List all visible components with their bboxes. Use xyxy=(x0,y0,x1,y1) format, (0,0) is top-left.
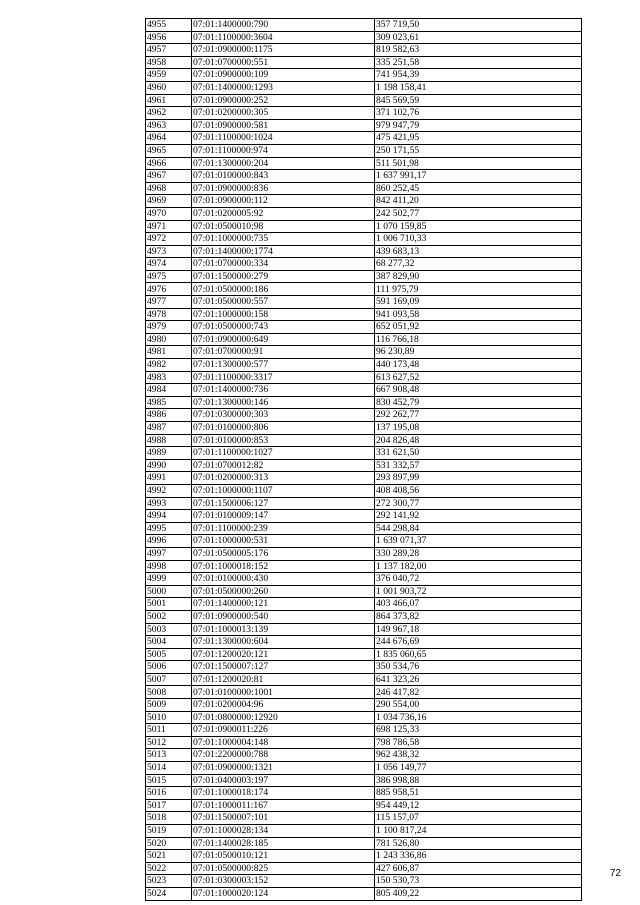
table-row xyxy=(146,31,582,44)
row-number-cell: 5024 xyxy=(146,887,192,900)
table-row xyxy=(146,119,582,132)
table-row xyxy=(146,19,582,32)
row-number-cell: 5021 xyxy=(146,850,192,863)
table-row xyxy=(146,94,582,107)
table-row xyxy=(146,573,582,586)
cadastral-number-cell: 07:01:1300000:146 xyxy=(192,396,375,409)
value-cell: 1 006 710,33 xyxy=(375,233,582,246)
table-row xyxy=(146,296,582,309)
cadastral-number-cell: 07:01:1100000:1024 xyxy=(192,132,375,145)
cadastral-number-cell: 07:01:0900000:540 xyxy=(192,610,375,623)
table-row xyxy=(146,799,582,812)
cadastral-number-cell: 07:01:1400000:1774 xyxy=(192,245,375,258)
cadastral-number-cell: 07:01:1200020:121 xyxy=(192,648,375,661)
row-number-cell: 4995 xyxy=(146,522,192,535)
row-number-cell: 4971 xyxy=(146,220,192,233)
cadastral-number-cell: 07:01:0500010:121 xyxy=(192,850,375,863)
row-number-cell: 4969 xyxy=(146,195,192,208)
row-number-cell: 4985 xyxy=(146,396,192,409)
table-row xyxy=(146,245,582,258)
table-row xyxy=(146,346,582,359)
table-row xyxy=(146,384,582,397)
row-number-cell: 4998 xyxy=(146,560,192,573)
row-number-cell: 4965 xyxy=(146,144,192,157)
value-cell: 204 826,48 xyxy=(375,434,582,447)
cadastral-number-cell: 07:01:1000018:174 xyxy=(192,787,375,800)
row-number-cell: 4977 xyxy=(146,296,192,309)
value-cell: 96 230,89 xyxy=(375,346,582,359)
value-cell: 698 125,33 xyxy=(375,724,582,737)
cadastral-number-cell: 07:01:1000000:158 xyxy=(192,308,375,321)
table-row xyxy=(146,359,582,372)
row-number-cell: 4978 xyxy=(146,308,192,321)
cadastral-number-cell: 07:01:1100000:3317 xyxy=(192,371,375,384)
table-row xyxy=(146,308,582,321)
row-number-cell: 4962 xyxy=(146,107,192,120)
value-cell: 667 908,48 xyxy=(375,384,582,397)
value-cell: 403 466,07 xyxy=(375,598,582,611)
cadastral-number-cell: 07:01:1000011:167 xyxy=(192,799,375,812)
value-cell: 1 070 159,85 xyxy=(375,220,582,233)
value-cell: 954 449,12 xyxy=(375,799,582,812)
table-row xyxy=(146,371,582,384)
table-row xyxy=(146,157,582,170)
cadastral-number-cell: 07:01:0700000:334 xyxy=(192,258,375,271)
row-number-cell: 4970 xyxy=(146,207,192,220)
cadastral-number-cell: 07:01:1000028:134 xyxy=(192,825,375,838)
row-number-cell: 4959 xyxy=(146,69,192,82)
table-row xyxy=(146,623,582,636)
value-cell: 1 034 736,16 xyxy=(375,711,582,724)
value-cell: 845 569,59 xyxy=(375,94,582,107)
cadastral-number-cell: 07:01:0900000:252 xyxy=(192,94,375,107)
table-row xyxy=(146,459,582,472)
table-row xyxy=(146,585,582,598)
value-cell: 1 637 991,17 xyxy=(375,170,582,183)
cadastral-number-cell: 07:01:1500006:127 xyxy=(192,497,375,510)
value-cell: 613 627,52 xyxy=(375,371,582,384)
cadastral-number-cell: 07:01:1100000:974 xyxy=(192,144,375,157)
row-number-cell: 4966 xyxy=(146,157,192,170)
value-cell: 150 530,73 xyxy=(375,875,582,888)
table-row xyxy=(146,547,582,560)
row-number-cell: 4982 xyxy=(146,359,192,372)
value-cell: 116 766,18 xyxy=(375,333,582,346)
value-cell: 290 554,00 xyxy=(375,699,582,712)
row-number-cell: 4956 xyxy=(146,31,192,44)
row-number-cell: 4975 xyxy=(146,270,192,283)
table-row xyxy=(146,497,582,510)
row-number-cell: 4979 xyxy=(146,321,192,334)
table-row xyxy=(146,560,582,573)
value-cell: 387 829,90 xyxy=(375,270,582,283)
cadastral-number-cell: 07:01:0500000:557 xyxy=(192,296,375,309)
value-cell: 544 298,84 xyxy=(375,522,582,535)
table-row xyxy=(146,850,582,863)
row-number-cell: 5005 xyxy=(146,648,192,661)
value-cell: 962 438,32 xyxy=(375,749,582,762)
value-cell: 979 947,79 xyxy=(375,119,582,132)
cadastral-number-cell: 07:01:1300000:604 xyxy=(192,636,375,649)
row-number-cell: 5002 xyxy=(146,610,192,623)
table-row xyxy=(146,422,582,435)
cadastral-number-cell: 07:01:0300003:152 xyxy=(192,875,375,888)
cadastral-number-cell: 07:01:0300000:303 xyxy=(192,409,375,422)
value-cell: 652 051,92 xyxy=(375,321,582,334)
table-row xyxy=(146,787,582,800)
table-row xyxy=(146,862,582,875)
row-number-cell: 4960 xyxy=(146,81,192,94)
row-number-cell: 4991 xyxy=(146,472,192,485)
cadastral-number-cell: 07:01:0900000:836 xyxy=(192,182,375,195)
cadastral-number-cell: 07:01:1400000:121 xyxy=(192,598,375,611)
value-cell: 137 195,08 xyxy=(375,422,582,435)
table-row xyxy=(146,661,582,674)
row-number-cell: 5013 xyxy=(146,749,192,762)
row-number-cell: 5001 xyxy=(146,598,192,611)
cadastral-number-cell: 07:01:1400000:790 xyxy=(192,19,375,32)
value-cell: 591 169,09 xyxy=(375,296,582,309)
table-row xyxy=(146,220,582,233)
table-row xyxy=(146,434,582,447)
row-number-cell: 5016 xyxy=(146,787,192,800)
table-row xyxy=(146,711,582,724)
row-number-cell: 5004 xyxy=(146,636,192,649)
table-row xyxy=(146,825,582,838)
value-cell: 941 093,58 xyxy=(375,308,582,321)
row-number-cell: 5020 xyxy=(146,837,192,850)
cadastral-number-cell: 07:01:0900011:226 xyxy=(192,724,375,737)
cadastral-number-cell: 07:01:1100000:1027 xyxy=(192,447,375,460)
table-row xyxy=(146,472,582,485)
row-number-cell: 5011 xyxy=(146,724,192,737)
cadastral-number-cell: 07:01:1300000:577 xyxy=(192,359,375,372)
value-cell: 376 040,72 xyxy=(375,573,582,586)
value-cell: 272 300,77 xyxy=(375,497,582,510)
row-number-cell: 5018 xyxy=(146,812,192,825)
cadastral-number-cell: 07:01:1000013:139 xyxy=(192,623,375,636)
table-row xyxy=(146,736,582,749)
row-number-cell: 4989 xyxy=(146,447,192,460)
row-number-cell: 4974 xyxy=(146,258,192,271)
cadastral-number-cell: 07:01:1100000:3604 xyxy=(192,31,375,44)
cadastral-number-cell: 07:01:1400000:1293 xyxy=(192,81,375,94)
value-cell: 242 502,77 xyxy=(375,207,582,220)
row-number-cell: 4968 xyxy=(146,182,192,195)
row-number-cell: 4997 xyxy=(146,547,192,560)
cadastral-number-cell: 07:01:0900000:109 xyxy=(192,69,375,82)
row-number-cell: 4961 xyxy=(146,94,192,107)
table-row xyxy=(146,673,582,686)
row-number-cell: 4994 xyxy=(146,510,192,523)
value-cell: 842 411,20 xyxy=(375,195,582,208)
row-number-cell: 4967 xyxy=(146,170,192,183)
table-row xyxy=(146,195,582,208)
table-row xyxy=(146,636,582,649)
value-cell: 781 526,80 xyxy=(375,837,582,850)
value-cell: 244 676,69 xyxy=(375,636,582,649)
table-row xyxy=(146,170,582,183)
row-number-cell: 4988 xyxy=(146,434,192,447)
table-row xyxy=(146,774,582,787)
table-row xyxy=(146,837,582,850)
table-row xyxy=(146,522,582,535)
table-row xyxy=(146,258,582,271)
row-number-cell: 4996 xyxy=(146,535,192,548)
row-number-cell: 4990 xyxy=(146,459,192,472)
row-number-cell: 5006 xyxy=(146,661,192,674)
table-row xyxy=(146,648,582,661)
value-cell: 427 606,87 xyxy=(375,862,582,875)
value-cell: 68 277,32 xyxy=(375,258,582,271)
cadastral-number-cell: 07:01:0900000:1175 xyxy=(192,44,375,57)
value-cell: 149 967,18 xyxy=(375,623,582,636)
table-row xyxy=(146,510,582,523)
value-cell: 246 417,82 xyxy=(375,686,582,699)
row-number-cell: 4992 xyxy=(146,484,192,497)
value-cell: 331 621,50 xyxy=(375,447,582,460)
value-cell: 335 251,58 xyxy=(375,56,582,69)
value-cell: 475 421,95 xyxy=(375,132,582,145)
value-cell: 386 998,88 xyxy=(375,774,582,787)
row-number-cell: 5010 xyxy=(146,711,192,724)
value-cell: 371 102,76 xyxy=(375,107,582,120)
row-number-cell: 5003 xyxy=(146,623,192,636)
data-table xyxy=(145,18,582,901)
value-cell: 885 958,51 xyxy=(375,787,582,800)
row-number-cell: 5009 xyxy=(146,699,192,712)
value-cell: 830 452,79 xyxy=(375,396,582,409)
table-row xyxy=(146,598,582,611)
row-number-cell: 4981 xyxy=(146,346,192,359)
table-row xyxy=(146,44,582,57)
row-number-cell: 5015 xyxy=(146,774,192,787)
cadastral-number-cell: 07:01:1000000:531 xyxy=(192,535,375,548)
cadastral-number-cell: 07:01:0500000:186 xyxy=(192,283,375,296)
value-cell: 330 289,28 xyxy=(375,547,582,560)
cadastral-number-cell: 07:01:0700012:82 xyxy=(192,459,375,472)
cadastral-number-cell: 07:01:1000004:148 xyxy=(192,736,375,749)
cadastral-number-cell: 07:01:1300000:204 xyxy=(192,157,375,170)
value-cell: 350 534,76 xyxy=(375,661,582,674)
row-number-cell: 5014 xyxy=(146,762,192,775)
row-number-cell: 4983 xyxy=(146,371,192,384)
row-number-cell: 4984 xyxy=(146,384,192,397)
value-cell: 1 198 158,41 xyxy=(375,81,582,94)
cadastral-number-cell: 07:01:0100009:147 xyxy=(192,510,375,523)
cadastral-number-cell: 07:01:1400028:185 xyxy=(192,837,375,850)
row-number-cell: 4963 xyxy=(146,119,192,132)
row-number-cell: 5022 xyxy=(146,862,192,875)
cadastral-number-cell: 07:01:0500010:98 xyxy=(192,220,375,233)
table-row xyxy=(146,182,582,195)
value-cell: 292 262,77 xyxy=(375,409,582,422)
value-cell: 1 100 817,24 xyxy=(375,825,582,838)
value-cell: 1 001 903,72 xyxy=(375,585,582,598)
table-row xyxy=(146,762,582,775)
row-number-cell: 5000 xyxy=(146,585,192,598)
row-number-cell: 4958 xyxy=(146,56,192,69)
value-cell: 357 719,50 xyxy=(375,19,582,32)
value-cell: 1 056 149,77 xyxy=(375,762,582,775)
cadastral-number-cell: 07:01:1000018:152 xyxy=(192,560,375,573)
cadastral-number-cell: 07:01:1100000:239 xyxy=(192,522,375,535)
table-row xyxy=(146,409,582,422)
cadastral-number-cell: 07:01:1500000:279 xyxy=(192,270,375,283)
value-cell: 798 786,58 xyxy=(375,736,582,749)
row-number-cell: 5007 xyxy=(146,673,192,686)
page-number: 72 xyxy=(609,868,621,879)
table-row xyxy=(146,686,582,699)
row-number-cell: 5008 xyxy=(146,686,192,699)
value-cell: 111 975,79 xyxy=(375,283,582,296)
cadastral-number-cell: 07:01:0200000:313 xyxy=(192,472,375,485)
table-row xyxy=(146,283,582,296)
value-cell: 408 408,56 xyxy=(375,484,582,497)
cadastral-number-cell: 07:01:0500000:825 xyxy=(192,862,375,875)
row-number-cell: 4955 xyxy=(146,19,192,32)
cadastral-number-cell: 07:01:0500000:260 xyxy=(192,585,375,598)
value-cell: 439 683,13 xyxy=(375,245,582,258)
table-row xyxy=(146,447,582,460)
cadastral-number-cell: 07:01:0900000:581 xyxy=(192,119,375,132)
table-row xyxy=(146,69,582,82)
table-row xyxy=(146,749,582,762)
row-number-cell: 4999 xyxy=(146,573,192,586)
value-cell: 292 141,92 xyxy=(375,510,582,523)
value-cell: 860 252,45 xyxy=(375,182,582,195)
cadastral-number-cell: 07:01:0100000:1001 xyxy=(192,686,375,699)
table-row xyxy=(146,81,582,94)
table-row xyxy=(146,484,582,497)
row-number-cell: 4987 xyxy=(146,422,192,435)
value-cell: 864 373,82 xyxy=(375,610,582,623)
cadastral-number-cell: 07:01:0500000:743 xyxy=(192,321,375,334)
cadastral-number-cell: 07:01:0700000:91 xyxy=(192,346,375,359)
value-cell: 531 332,57 xyxy=(375,459,582,472)
cadastral-number-cell: 07:01:0900000:649 xyxy=(192,333,375,346)
cadastral-number-cell: 07:01:0100000:853 xyxy=(192,434,375,447)
table-row xyxy=(146,396,582,409)
table-row xyxy=(146,207,582,220)
cadastral-number-cell: 07:01:1200020:81 xyxy=(192,673,375,686)
value-cell: 819 582,63 xyxy=(375,44,582,57)
row-number-cell: 4976 xyxy=(146,283,192,296)
table-row xyxy=(146,107,582,120)
cadastral-number-cell: 07:01:2200000:788 xyxy=(192,749,375,762)
row-number-cell: 4973 xyxy=(146,245,192,258)
table-body xyxy=(146,19,582,901)
cadastral-number-cell: 07:01:0800000:12920 xyxy=(192,711,375,724)
table-row xyxy=(146,535,582,548)
cadastral-number-cell: 07:01:0200004:96 xyxy=(192,699,375,712)
cadastral-number-cell: 07:01:0700000:551 xyxy=(192,56,375,69)
value-cell: 511 501,98 xyxy=(375,157,582,170)
table-row xyxy=(146,610,582,623)
table-row xyxy=(146,233,582,246)
value-cell: 741 954,39 xyxy=(375,69,582,82)
cadastral-number-cell: 07:01:0400003:197 xyxy=(192,774,375,787)
table-row xyxy=(146,812,582,825)
cadastral-number-cell: 07:01:0900000:1321 xyxy=(192,762,375,775)
cadastral-number-cell: 07:01:1500007:127 xyxy=(192,661,375,674)
table-row xyxy=(146,56,582,69)
value-cell: 309 023,61 xyxy=(375,31,582,44)
row-number-cell: 5023 xyxy=(146,875,192,888)
row-number-cell: 4957 xyxy=(146,44,192,57)
table-row xyxy=(146,270,582,283)
row-number-cell: 5017 xyxy=(146,799,192,812)
row-number-cell: 4972 xyxy=(146,233,192,246)
row-number-cell: 5012 xyxy=(146,736,192,749)
cadastral-number-cell: 07:01:1500007:101 xyxy=(192,812,375,825)
value-cell: 1 639 071,37 xyxy=(375,535,582,548)
row-number-cell: 4980 xyxy=(146,333,192,346)
table-row xyxy=(146,887,582,900)
cadastral-number-cell: 07:01:0200005:92 xyxy=(192,207,375,220)
value-cell: 440 173,48 xyxy=(375,359,582,372)
cadastral-number-cell: 07:01:0500005:176 xyxy=(192,547,375,560)
value-cell: 1 243 336,86 xyxy=(375,850,582,863)
cadastral-number-cell: 07:01:1000000:735 xyxy=(192,233,375,246)
value-cell: 250 171,55 xyxy=(375,144,582,157)
value-cell: 115 157,07 xyxy=(375,812,582,825)
cadastral-number-cell: 07:01:0200000:305 xyxy=(192,107,375,120)
table-row xyxy=(146,132,582,145)
table-row xyxy=(146,321,582,334)
table-row xyxy=(146,144,582,157)
cadastral-number-cell: 07:01:0100000:430 xyxy=(192,573,375,586)
row-number-cell: 4986 xyxy=(146,409,192,422)
cadastral-number-cell: 07:01:0100000:843 xyxy=(192,170,375,183)
cadastral-number-cell: 07:01:1400000:736 xyxy=(192,384,375,397)
cadastral-number-cell: 07:01:1000000:1107 xyxy=(192,484,375,497)
value-cell: 293 897,99 xyxy=(375,472,582,485)
row-number-cell: 4964 xyxy=(146,132,192,145)
row-number-cell: 4993 xyxy=(146,497,192,510)
table-row xyxy=(146,724,582,737)
value-cell: 1 137 182,00 xyxy=(375,560,582,573)
row-number-cell: 5019 xyxy=(146,825,192,838)
value-cell: 1 835 060,65 xyxy=(375,648,582,661)
cadastral-number-cell: 07:01:1000020:124 xyxy=(192,887,375,900)
table-row xyxy=(146,333,582,346)
table-row xyxy=(146,699,582,712)
cadastral-number-cell: 07:01:0900000:112 xyxy=(192,195,375,208)
cadastral-number-cell: 07:01:0100000:806 xyxy=(192,422,375,435)
value-cell: 641 323,26 xyxy=(375,673,582,686)
table-row xyxy=(146,875,582,888)
value-cell: 805 409,22 xyxy=(375,887,582,900)
